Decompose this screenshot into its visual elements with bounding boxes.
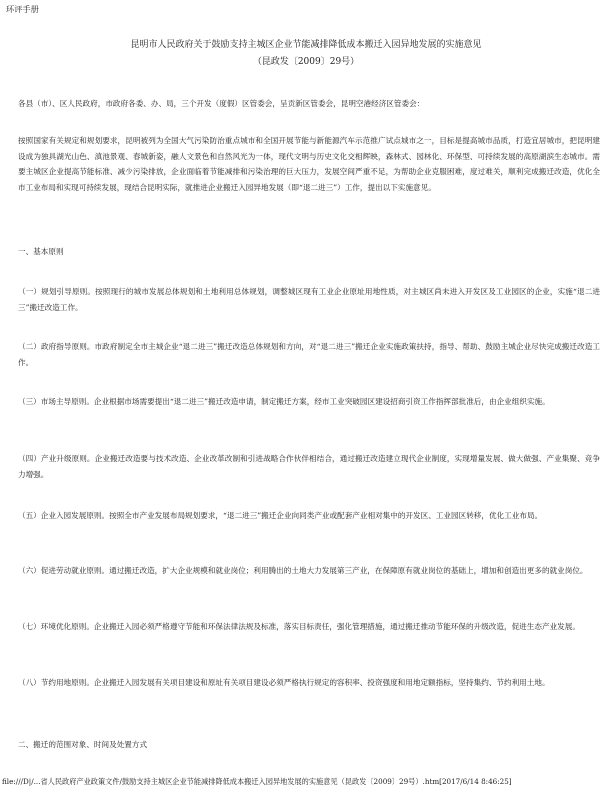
- principle-item: （五）企业入园发展原则。按照全市产业发展布局规划要求，“退二进三”搬迁企业向同类产业或配套产业相对集中的开发区、工业园区转移，优化工业布局。: [18, 511, 543, 520]
- principle-item: （三）市场主导原则。企业根据市场需要提出“退二进三”搬迁改造申请，制定搬迁方案，经市工业突破园区建设招商引资工作指挥部批准后，由企业组织实施。: [18, 397, 550, 406]
- principle-item: （六）促进劳动就业原则。通过搬迁改造，扩大企业规模和就业岗位；利用腾出的土地大力发展第三产业，在保障原有就业岗位的基础上，增加和创造出更多的就业岗位。: [18, 566, 588, 575]
- principle-item: （八）节约用地原则。企业搬迁入园发展有关项目建设和原址有关项目建设必须严格执行规定的容积率、投资强度和用地定额指标，坚持集约、节约利用土地。: [18, 678, 550, 687]
- document-number: （昆政发〔2009〕29号）: [252, 57, 360, 67]
- section-heading-scope: 二、搬迁的范围对象、时间及处置方式: [18, 740, 148, 749]
- principle-item: （四）产业升级原则。企业搬迁改造要与技术改造、企业改革改制和引进战略合作伙伴相结合，通过搬迁改造建立现代企业制度，实现增量发展、做大做强、产业集聚、竞争力增强。: [18, 454, 600, 479]
- section-heading-principles: 一、基本原则: [18, 247, 64, 256]
- intro-paragraph: 按照国家有关规定和规划要求，昆明被列为全国大气污染防治重点城市和全国开展节能与新能源汽车示范推广试点城市之一，目标是提高城市品质，打造宜居城市，把昆明建设成为独具湖光山色、滇池景观、春城新姿，融人文景色和自然风光为一体，现代文明与历史文化交相辉映，森林式、园林化、环保型、可持续发展的高原湖滨生态城市。需要主城区企业提高节能标准、减少污染排放，企业面临着节能减排和污染治理的巨大压力，发展空间严重不足，为帮助企业克服困难，度过难关，顺利完成搬迁改造，优化全市工业布局和实现可持续发展，现结合昆明实际，就推进企业搬迁入园异地发展（即“退二进三”）工作，提出以下实施意见。: [18, 136, 600, 192]
- file-path-footer: file:///D|/...省人民政府产业政策文件/鼓励支持主城区企业节能减排降低成本搬迁入园异地发展的实施意见（昆政发〔2009〕29号）.htm[2017/6/14 8:46:25]: [2, 777, 512, 786]
- principle-item: （一）规划引导原则。按照现行的城市发展总体规划和土地利用总体规划，调整城区现有工业企业原址用地性质，对主城区尚未进入开发区及工业园区的企业，实施“退二进三”搬迁改造工作。: [18, 287, 600, 312]
- header-tag: 环评手册: [6, 4, 39, 14]
- salutation: 各县（市）、区人民政府，市政府各委、办、局，三个开发（度假）区管委会，呈贡新区管委会，昆明空港经济区管委会：: [18, 99, 425, 108]
- document-title: 昆明市人民政府关于鼓励支持主城区企业节能减排降低成本搬迁入园异地发展的实施意见: [130, 40, 482, 50]
- principle-item: （二）政府指导原则。市政府制定全市主城企业“退二进三”搬迁改造总体规划和方向，对“退二进三”搬迁企业实施政策扶持，指导、帮助、鼓励主城企业尽快完成搬迁改造工作。: [18, 342, 600, 367]
- principle-item: （七）环境优化原则。企业搬迁入园必须严格遵守节能和环保法律法规及标准，落实目标责任，强化管理措施，通过搬迁推动节能环保的升级改造，促进生态产业发展。: [18, 622, 580, 631]
